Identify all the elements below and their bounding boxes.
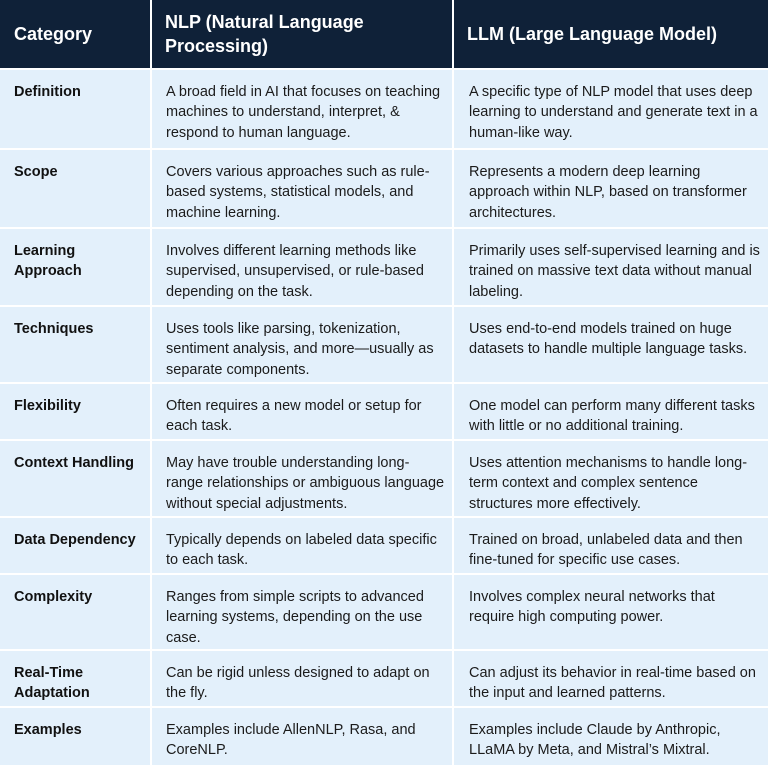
row-category: Examples (14, 722, 82, 738)
row-category: Flexibility (14, 398, 81, 414)
row-llm-cell: Can adjust its behavior in real-time based on the input and learned patterns. (469, 665, 756, 702)
row-category: Techniques (14, 321, 94, 337)
row-llm-cell: Uses end-to-end models trained on huge datasets to handle multiple language tasks. (469, 321, 748, 358)
row-category: Complexity (14, 589, 93, 605)
row-llm-cell: Trained on broad, unlabeled data and then fine-tuned for specific use cases. (469, 532, 743, 569)
row-category: Real-Time Adaptation (14, 665, 90, 702)
row-category: Scope (14, 164, 58, 180)
row-llm-cell: Represents a modern deep learning approach within NLP, based on transformer architectures. (469, 164, 747, 221)
header-nlp: NLP (Natural Language Processing) (165, 12, 364, 56)
row-nlp-cell: Typically depends on labeled data specific to each task. (166, 532, 437, 569)
table-row (0, 68, 768, 148)
table-row (0, 305, 768, 382)
row-nlp-cell: May have trouble understanding long-range relationships or ambiguous language without special adjustments. (166, 455, 445, 512)
table-row (0, 573, 768, 649)
row-llm-cell: Examples include Claude by Anthropic, LLaMA by Meta, and Mistral’s Mixtral. (469, 722, 721, 759)
row-llm-cell: One model can perform many different tasks with little or no additional training. (469, 398, 755, 435)
table-row (0, 649, 768, 706)
header-category: Category (14, 24, 93, 44)
table-row (0, 382, 768, 439)
row-nlp-cell: Involves different learning methods like supervised, unsupervised, or rule-based depending on the task. (166, 243, 424, 300)
table-row (0, 227, 768, 305)
row-llm-cell: A specific type of NLP model that uses deep learning to understand and generate text in a human-like way. (469, 84, 758, 141)
table-row (0, 148, 768, 227)
table-row (0, 706, 768, 765)
table-header (0, 0, 768, 68)
row-nlp-cell: Uses tools like parsing, tokenization, sentiment analysis, and more—usually as separate components. (166, 321, 434, 378)
table-row (0, 516, 768, 573)
row-category: Context Handling (14, 455, 135, 471)
row-nlp-cell: A broad field in AI that focuses on teaching machines to understand, interpret, & respond to human language. (166, 84, 441, 141)
row-category: Learning Approach (14, 243, 82, 280)
header-llm: LLM (Large Language Model) (467, 24, 717, 44)
row-category: Data Dependency (14, 532, 136, 548)
row-nlp-cell: Often requires a new model or setup for each task. (166, 398, 422, 435)
row-nlp-cell: Covers various approaches such as rule-based systems, statistical models, and machine learning. (166, 164, 430, 221)
row-nlp-cell: Ranges from simple scripts to advanced learning systems, depending on the use case. (166, 589, 424, 646)
row-category: Definition (14, 84, 81, 100)
row-llm-cell: Involves complex neural networks that require high computing power. (469, 589, 715, 626)
row-nlp-cell: Examples include AllenNLP, Rasa, and CoreNLP. (166, 722, 416, 759)
row-llm-cell: Primarily uses self-supervised learning and is trained on massive text data without manual labeling. (469, 243, 760, 300)
row-llm-cell: Uses attention mechanisms to handle long-term context and complex sentence structures more effectively. (469, 455, 748, 512)
row-nlp-cell: Can be rigid unless designed to adapt on the fly. (166, 665, 430, 702)
column-divider (452, 0, 454, 765)
column-divider (150, 0, 152, 765)
table-row (0, 439, 768, 516)
